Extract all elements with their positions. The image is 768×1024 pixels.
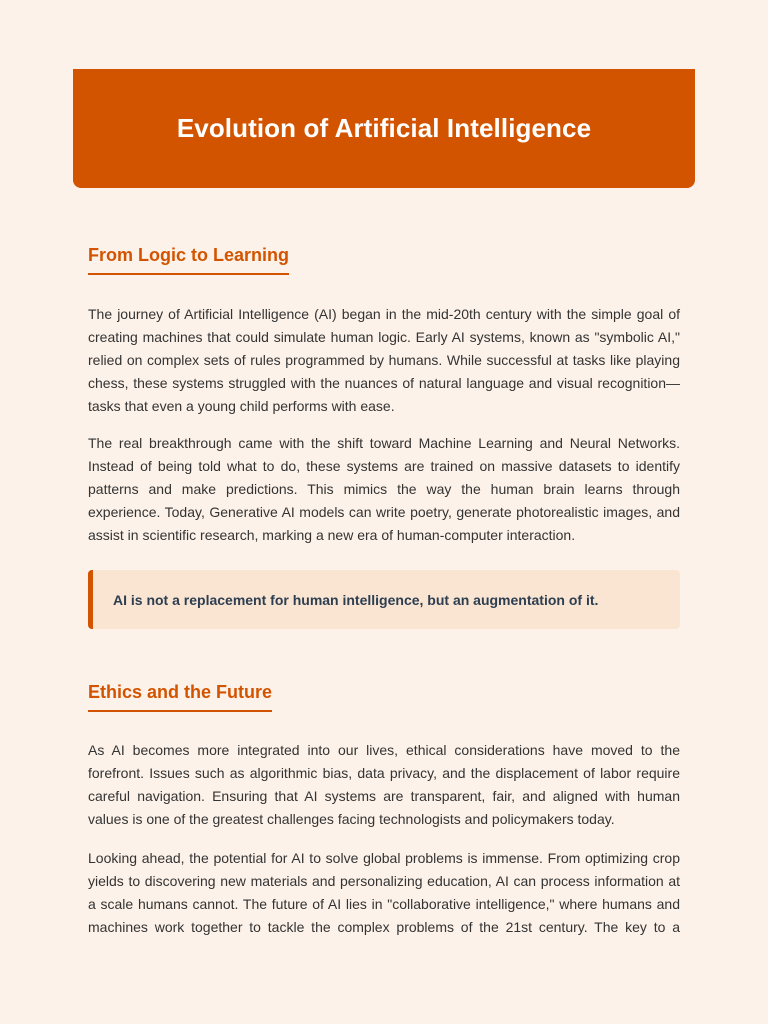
header-banner <box>73 69 695 188</box>
paragraph-logic-2: The real breakthrough came with the shift toward Machine Learning and Neural Networks. Instead of being told what to do, these systems are trained on massive datasets to identify patterns and make predictions. This mimics the way the human brain learns through experience. Today, Generative AI models can write poetry, generate photorealistic images, and assist in scientific research, marking a new era of human-computer interaction. <box>88 435 680 543</box>
page-title: Evolution of Artificial Intelligence <box>176 113 592 143</box>
callout-text: AI is not a replacement for human intelligence, but an augmentation of it. <box>113 591 599 608</box>
callout-quote <box>88 570 680 629</box>
paragraph-ethics-2: Looking ahead, the potential for AI to solve global problems is immense. From optimizing crop yields to discovering new materials and personalizing education, AI can process information at a scale humans cannot. The future of AI lies in "collaborative intelligence," where humans and machines work together to tackle the complex problems of the 21st century. The key to a <box>88 850 680 935</box>
paragraph-logic-1: The journey of Artificial Intelligence (AI) began in the mid-20th century with the simple goal of creating machines that could simulate human logic. Early AI systems, known as "symbolic AI," relied on complex sets of rules programmed by humans. While successful at tasks like playing chess, these systems struggled with the nuances of natural language and visual recognition—tasks that even a young child performs with ease. <box>88 306 680 414</box>
paragraph-ethics-1: As AI becomes more integrated into our lives, ethical considerations have moved to the forefront. Issues such as algorithmic bias, data privacy, and the displacement of labor require careful navigation. Ensuring that AI systems are transparent, fair, and aligned with human values is one of the greatest challenges facing technologists and policymakers today. <box>88 742 680 827</box>
section-heading-ethics-future: Ethics and the Future <box>88 682 272 712</box>
section-heading-logic-to-learning: From Logic to Learning <box>88 245 289 275</box>
